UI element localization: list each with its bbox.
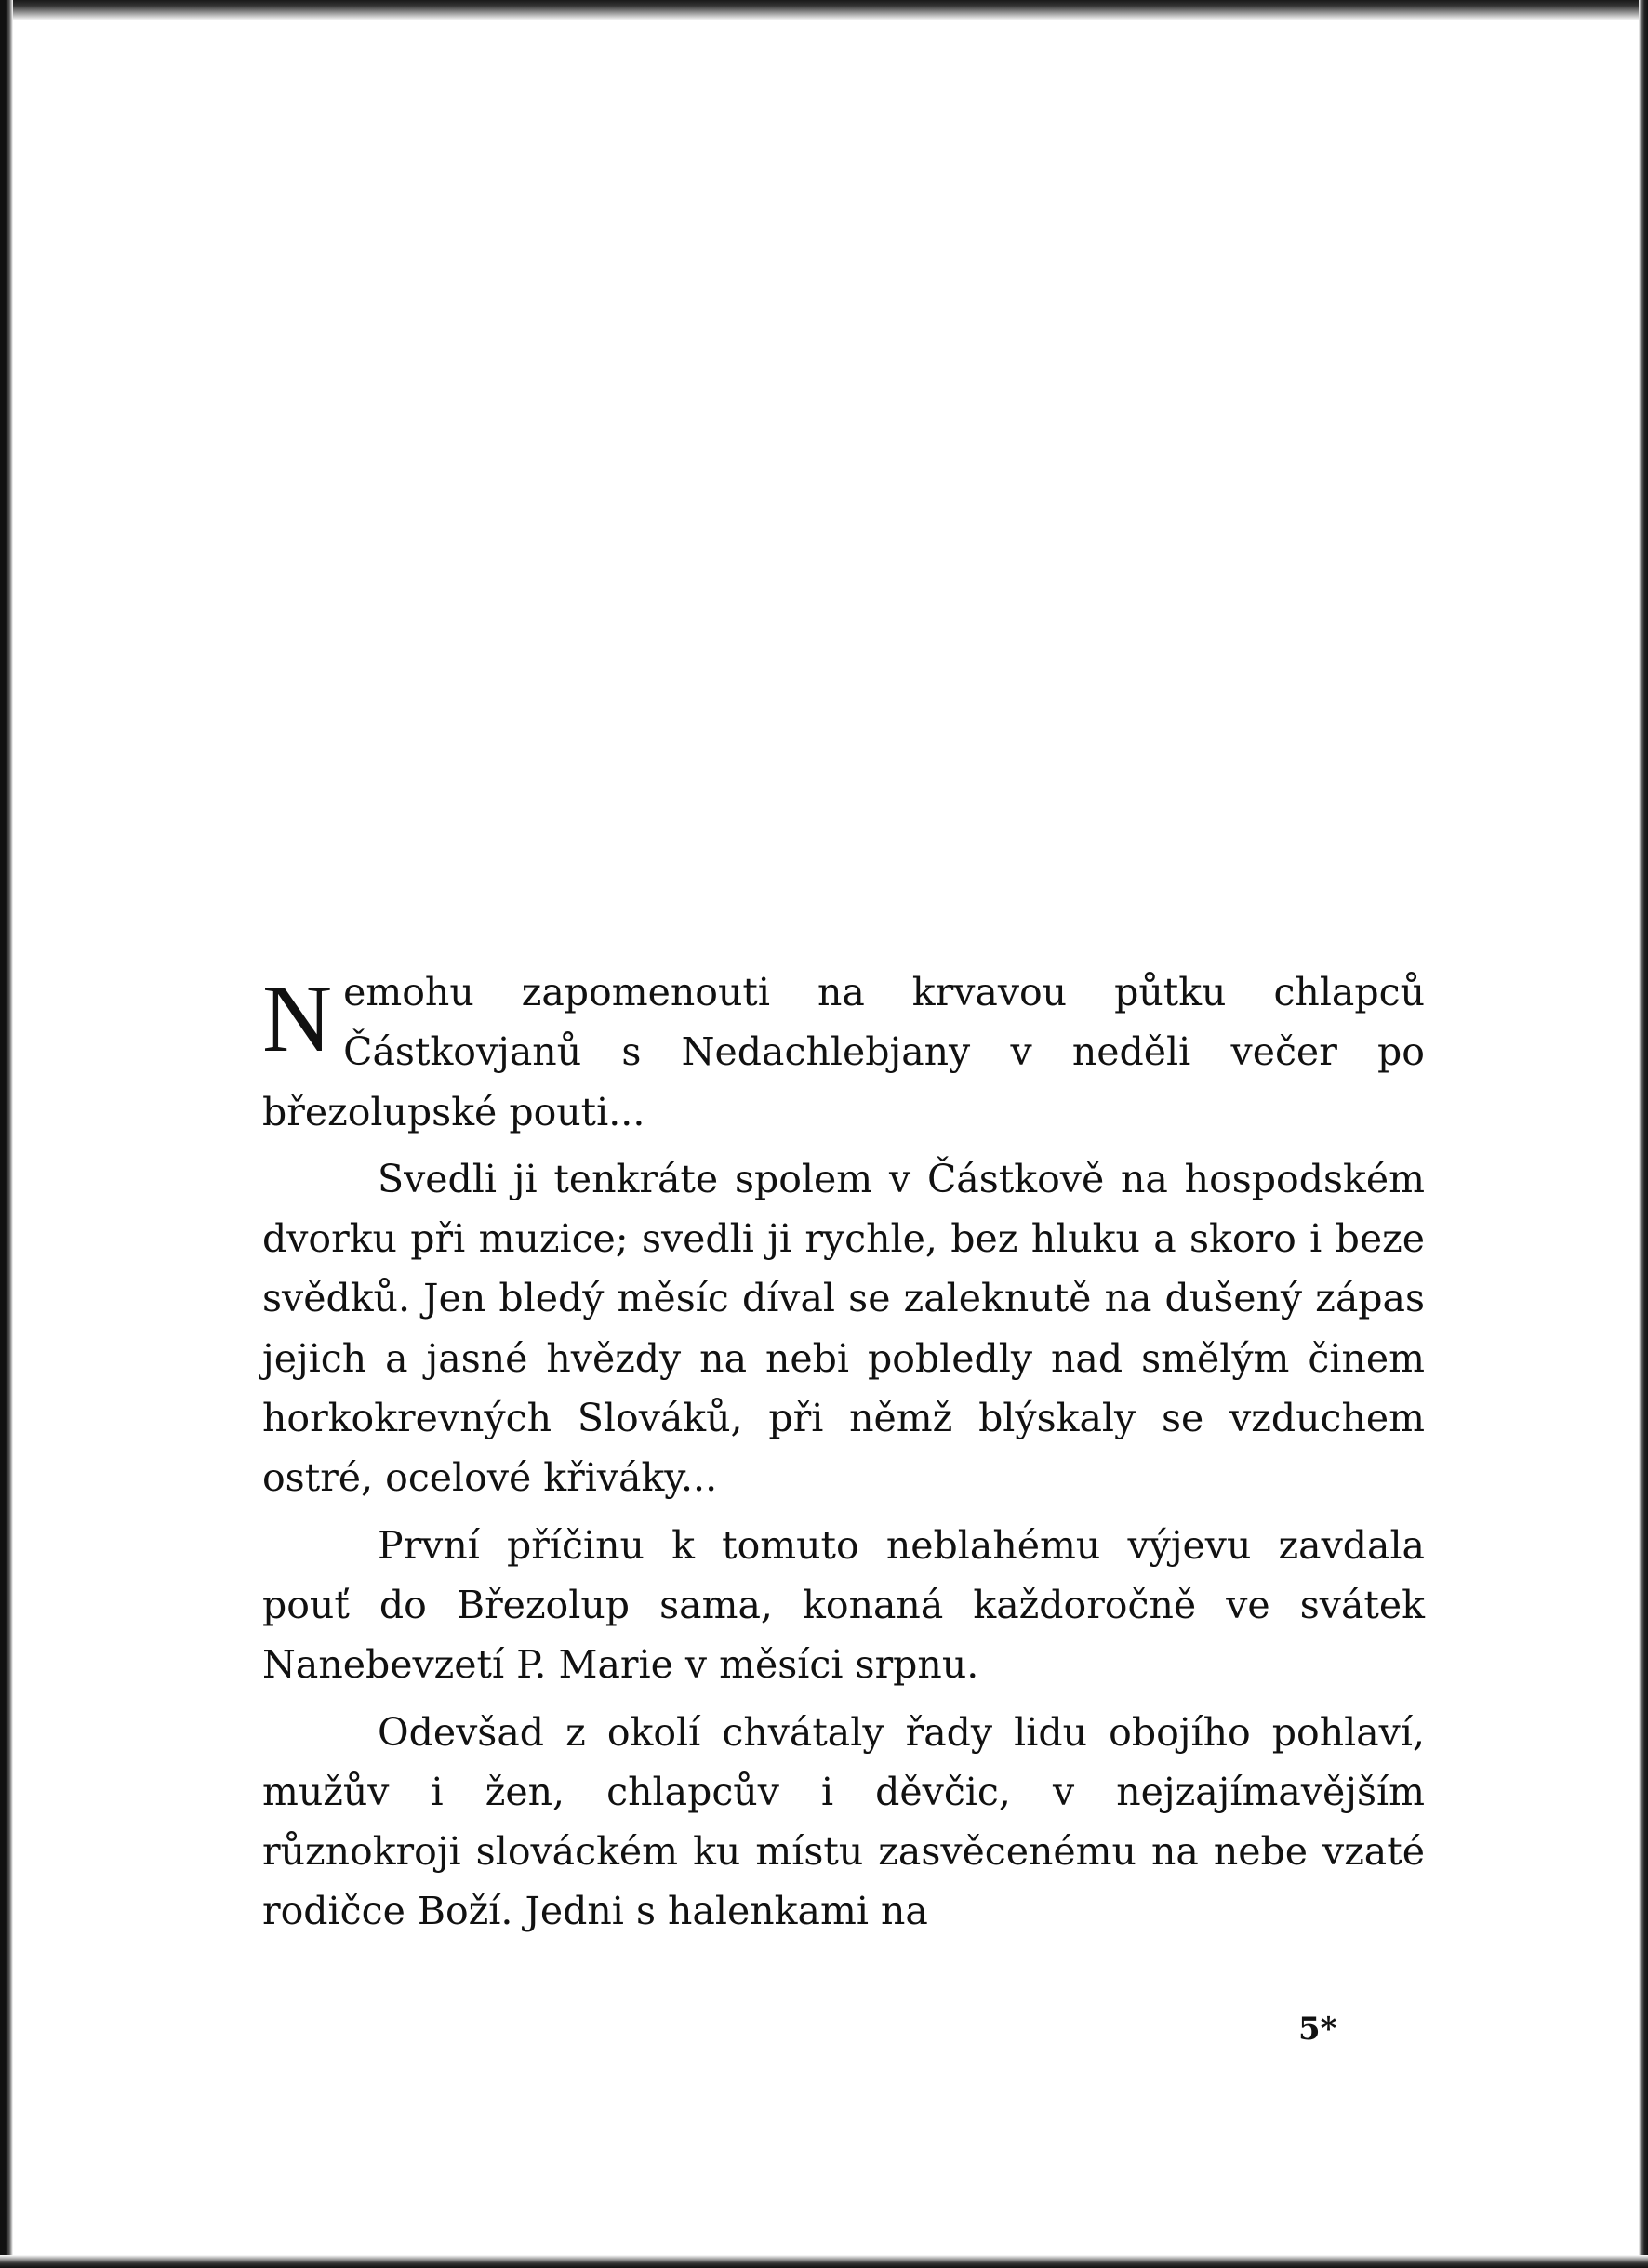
scan-edge-right [1639, 0, 1648, 2268]
scan-edge-top [0, 0, 1648, 20]
signature-mark: 5* [1298, 2010, 1337, 2048]
scan-edge-left [0, 0, 13, 2268]
paragraph-1 [262, 962, 1425, 1142]
body-text [262, 962, 1425, 1942]
scan-edge-bottom [0, 2255, 1648, 2268]
drop-cap-initial: N [262, 965, 333, 1072]
paragraph-1-text: emohu zapomenouti na krvavou půtku chlapců Částkovjanů s Nedachlebjany v neděli večer po březolupské pouti... [262, 970, 1425, 1134]
paragraph-3: První příčinu k tomuto neblahému výjevu zavdala pouť do Březolup sama, konaná každoročně ve svátek Nanebevzetí P. Marie v měsíci srpnu. [262, 1522, 1425, 1688]
paragraph-4: Odevšad z okolí chvátaly řady lidu obojího pohlaví, mužův i žen, chlapcův i děvčic, v nejzajímavějším různokroji slováckém ku místu zasvěcenému na nebe vzaté rodičce Boží. Jedni s halenkami na [262, 1709, 1425, 1934]
paragraph-2: Svedli ji tenkráte spolem v Částkově na hospodském dvorku při muzice; svedli ji rychle, bez hluku a skoro i beze svědků. Jen bledý měsíc díval se zaleknutě na dušený zápas jejich a jasné hvězdy na nebi pobledly nad smělým činem horkokrevných Slováků, při němž blýskaly se vzduchem ostré, ocelové křiváky... [262, 1156, 1425, 1501]
